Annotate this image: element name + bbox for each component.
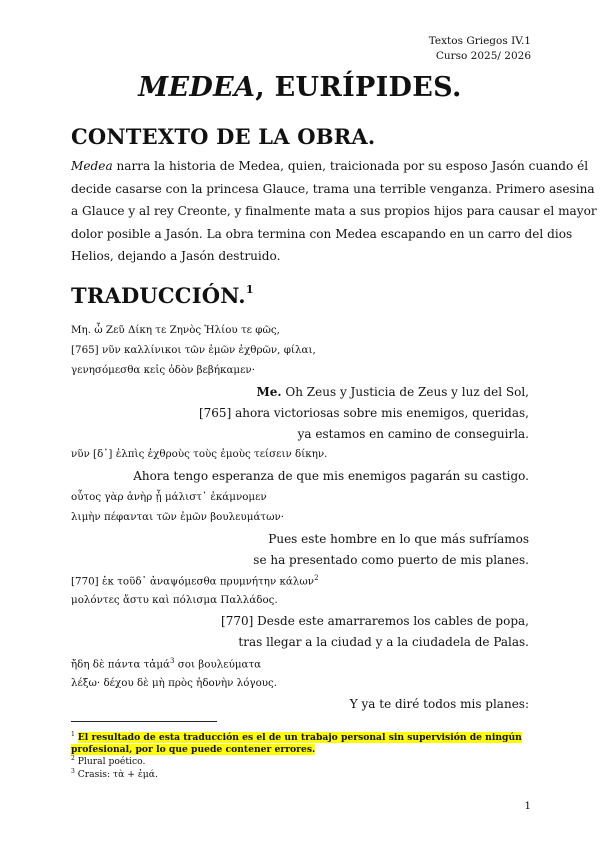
greek-text: σοι βουλεύματα <box>174 658 262 671</box>
spanish-line <box>257 385 530 399</box>
context-heading: CONTEXTO DE LA OBRA. <box>71 124 376 149</box>
footnote-number: 3 <box>71 768 75 775</box>
spanish-line: Y ya te diré todos mis planes: <box>349 697 529 711</box>
context-line: a Glauce y al rey Creonte, y finalmente mata a sus propios hijos para causar el mayor <box>71 204 597 218</box>
spanish-line: [765] ahora victoriosas sobre mis enemigos, queridas, <box>198 406 529 420</box>
translation-heading-text: TRADUCCIÓN. <box>71 283 246 308</box>
speaker-label: Me. <box>256 385 282 399</box>
footnote-text: Plural poético. <box>77 756 146 768</box>
footnote-text: El resultado de esta traducción es el de un trabajo personal sin supervisión de ningún profesional, por lo que puede contener errores. <box>71 732 522 755</box>
context-italic: Medea <box>71 159 113 173</box>
greek-line: [765] νῦν καλλίνικοι τῶν ἐμῶν ἐχθρῶν, φίλαι, <box>71 344 316 356</box>
greek-line: γενησόμεσθα κεἰς ὁδὸν βεβήκαμεν· <box>71 364 255 376</box>
greek-line <box>71 657 261 670</box>
translation-heading <box>71 283 254 308</box>
context-line <box>71 155 589 178</box>
greek-line: Μη. ὦ Ζεῦ Δίκη τε Ζηνὸς Ἡλίου τε φῶς, <box>71 324 280 336</box>
greek-line: νῦν [δ᾽] ἐλπὶς ἐχθροὺς τοὺς ἐμοὺς τείσειν δίκην. <box>71 448 328 460</box>
footnote-number: 2 <box>71 755 75 762</box>
footnote-ref: 3 <box>170 657 175 665</box>
context-line: dolor posible a Jasón. La obra termina con Medea escapando en un carro del dios <box>71 226 573 241</box>
spanish-line: se ha presentado como puerto de mis planes. <box>253 553 529 567</box>
spanish-line: ya estamos en camino de conseguirla. <box>297 427 529 441</box>
greek-line: οὗτος γὰρ ἁνὴρ ᾗ μάλιστ᾽ ἐκάμνομεν <box>71 491 267 503</box>
spanish-line: Pues este hombre en lo que más sufríamos <box>268 532 529 546</box>
course-year: Curso 2025/ 2026 <box>435 50 531 62</box>
spanish-line: [770] Desde este amarraremos los cables de popa, <box>221 614 529 628</box>
footnote-divider <box>71 721 217 722</box>
context-text: narra la historia de Medea, quien, traicionada por su esposo Jasón cuando él <box>112 159 589 173</box>
context-paragraph <box>71 155 597 268</box>
greek-line <box>71 574 319 587</box>
title-rest: , EURÍPIDES. <box>255 72 462 103</box>
greek-line: λέξω· δέχου δὲ μὴ πρὸς ἡδονὴν λόγους. <box>71 677 278 689</box>
spanish-line: Ahora tengo esperanza de que mis enemigos pagarán su castigo. <box>133 469 529 483</box>
spanish-line: tras llegar a la ciudad y a la ciudadela de Palas. <box>238 635 529 649</box>
title-italic: MEDEA <box>138 72 256 103</box>
greek-text: [770] ἐκ τοῦδ᾽ ἀναψόμεσθα πρυμνήτην κάλων <box>71 575 315 588</box>
document-title <box>0 72 600 103</box>
footnote-ref: 2 <box>314 574 319 582</box>
context-line: Helios, dejando a Jasón destruido. <box>71 249 281 263</box>
footnote-1 <box>71 729 531 755</box>
footnote-3 <box>71 766 531 781</box>
page-number: 1 <box>524 800 531 812</box>
greek-text: ἤδη δὲ πάντα τἀμά <box>71 658 171 671</box>
context-line: decide casarse con la princesa Glauce, trama una terrible venganza. Primero asesina <box>71 181 595 196</box>
footnote-text: Crasis: τὰ + ἐμά. <box>77 769 158 781</box>
footnote-ref: 1 <box>245 283 254 296</box>
course-title: Textos Griegos IV.1 <box>428 35 531 47</box>
greek-line: λιμὴν πέφανται τῶν ἐμῶν βουλευμάτων· <box>71 511 285 523</box>
greek-line: μολόντες ἄστυ καὶ πόλισμα Παλλάδος. <box>71 594 278 606</box>
page-header <box>429 34 531 64</box>
footnote-number: 1 <box>71 731 75 738</box>
spanish-text: Oh Zeus y Justicia de Zeus y luz del Sol, <box>281 385 529 399</box>
